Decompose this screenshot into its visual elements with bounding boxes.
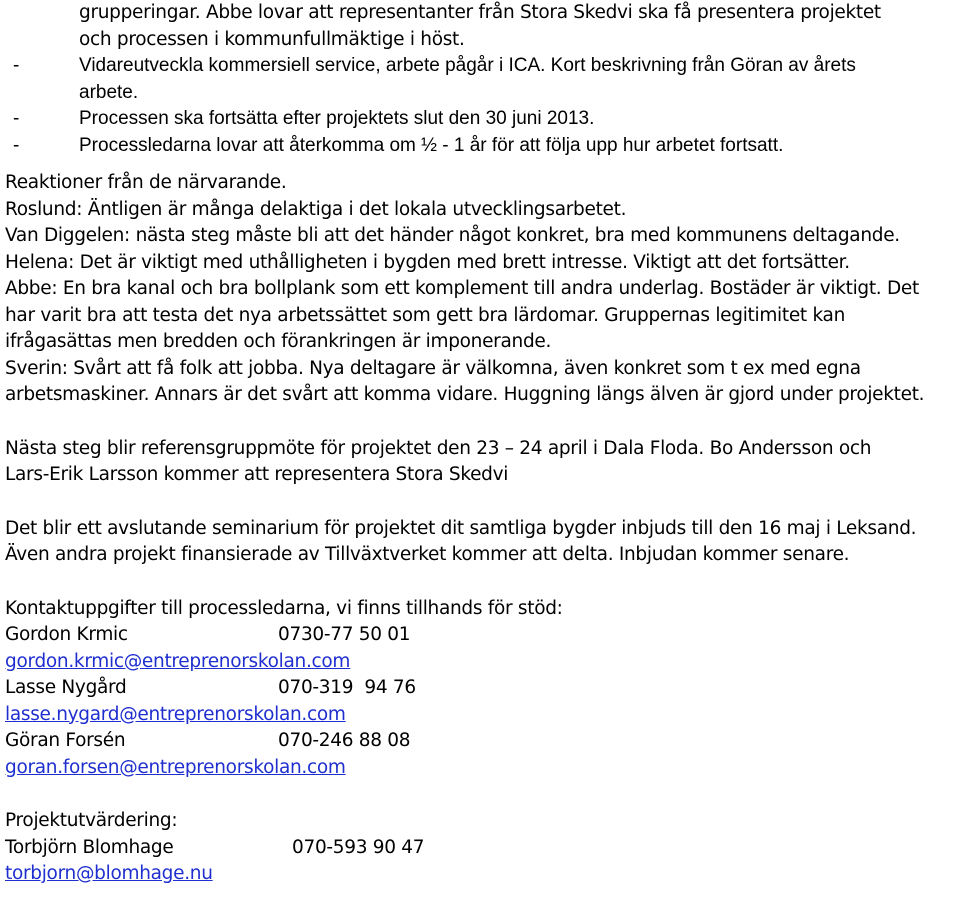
evaluator-name: Torbjörn Blomhage (5, 836, 174, 858)
evaluator-email-link[interactable]: torbjorn@blomhage.nu (5, 863, 213, 884)
seminar-line: Det blir ett avslutande seminarium för projektet dit samtliga bygder inbjuds till den 16 maj i Leksand. (5, 517, 917, 539)
reaction-line: Helena: Det är viktigt med uthålligheten i bygden med brett intresse. Viktigt att det fortsätter. (5, 251, 850, 273)
contact-phone: 070-246 88 08 (278, 730, 411, 751)
contact-phone: 0730-77 50 01 (278, 624, 411, 645)
bullet-text-continuation: arbete. (79, 81, 139, 103)
contact-row (5, 622, 957, 649)
reaction-line: arbetsmaskiner. Annars är det svårt att komma vidare. Huggning längs älven är gjord under projektet. (5, 384, 925, 405)
reaction-line: Abbe: En bra kanal och bra bollplank som ett komplement till andra underlag. Bostäder är viktigt. Det (5, 278, 919, 299)
bullet-text: Processledarna lovar att återkomma om ½ - 1 år för att följa upp hur arbetet fortsatt. (79, 134, 784, 156)
contact-email-row (5, 702, 957, 729)
contact-email-link[interactable]: lasse.nygard@entreprenorskolan.com (5, 703, 346, 725)
contact-row (5, 728, 957, 755)
contact-name: Göran Forsén (5, 730, 126, 751)
bullet-text: Vidareutveckla kommersiell service, arbete pågår i ICA. Kort beskrivning från Göran av årets (79, 55, 856, 76)
contacts-heading: Kontaktuppgifter till processledarna, vi finns tillhands för stöd: (5, 597, 563, 619)
contact-name: Lasse Nygård (5, 677, 127, 698)
seminar-line: Även andra projekt finansierade av Tillväxtverket kommer att delta. Inbjudan kommer senare. (5, 544, 850, 565)
next-step-line: Nästa steg blir referensgruppmöte för projektet den 23 – 24 april i Dala Floda. Bo Andersson och (5, 437, 872, 459)
bullet-item (5, 133, 957, 160)
document-page (5, 0, 957, 888)
bullet-item (5, 106, 957, 133)
paragraph-line: grupperingar. Abbe lovar att representanter från Stora Skedvi ska få presentera projektet (79, 2, 881, 23)
reaction-line: Roslund: Äntligen är många delaktiga i det lokala utvecklingsarbetet. (5, 198, 627, 220)
evaluation-row (5, 835, 957, 862)
contact-name: Gordon Krmic (5, 624, 128, 645)
contact-email-link[interactable]: gordon.krmic@entreprenorskolan.com (5, 650, 351, 672)
contact-email-row (5, 755, 957, 782)
bullet-marker: - (13, 55, 20, 76)
contact-email-row (5, 649, 957, 676)
bullet-marker: - (13, 108, 20, 129)
reaction-line: Sverin: Svårt att få folk att jobba. Nya deltagare är välkomna, även konkret som t ex med egna (5, 357, 861, 379)
reaction-line: har varit bra att testa det nya arbetssättet som gett bra lärdomar. Gruppernas legitimitet kan (5, 304, 846, 326)
reactions-heading: Reaktioner från de närvarande. (5, 172, 287, 193)
contact-email-link[interactable]: goran.forsen@entreprenorskolan.com (5, 756, 346, 778)
bullet-item (5, 53, 957, 80)
evaluator-email-row (5, 861, 957, 888)
next-step-line: Lars-Erik Larsson kommer att representera Stora Skedvi (5, 464, 509, 485)
paragraph-line: och processen i kommunfullmäktige i höst. (79, 28, 465, 50)
bullet-text: Processen ska fortsätta efter projektets slut den 30 juni 2013. (79, 108, 595, 129)
contact-row (5, 675, 957, 702)
reaction-line: ifrågasättas men bredden och förankringen är imponerande. (5, 331, 552, 352)
evaluator-phone: 070-593 90 47 (292, 836, 425, 858)
bullet-marker: - (13, 134, 20, 156)
evaluation-heading: Projektutvärdering: (5, 810, 178, 831)
contact-phone: 070-319 94 76 (278, 677, 416, 698)
reaction-line: Van Diggelen: nästa steg måste bli att det händer något konkret, bra med kommunens deltagande. (5, 225, 900, 246)
